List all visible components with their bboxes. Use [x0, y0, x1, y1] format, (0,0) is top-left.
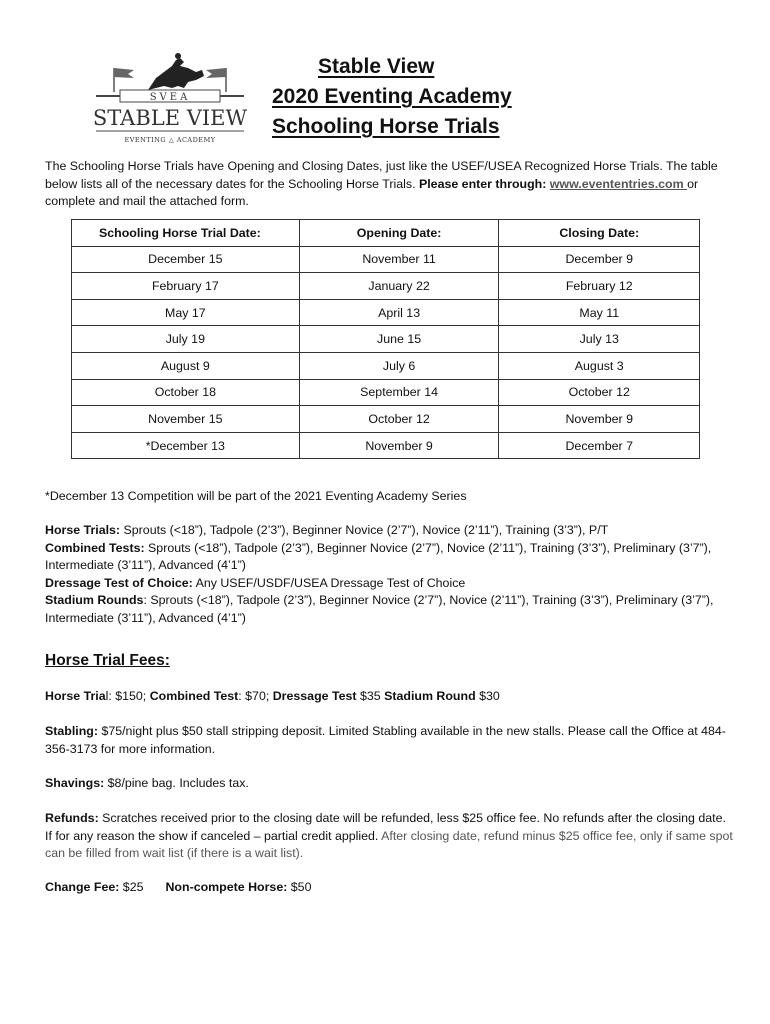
fee-dressage-test-label: Dressage Test: [272, 689, 357, 703]
series-note: *December 13 Competition will be part of the 2021 Eventing Academy Series: [45, 489, 467, 503]
intro-text: The Schooling Horse Trials have Opening and Closing Dates, just like the USEF/USEA Recognized Horse Trials. The table below lists all of the necessary dates for the Schooling Horse Trials.: [45, 159, 718, 191]
refunds-label: Refunds:: [45, 811, 99, 825]
col-header-closing-date: Closing Date:: [499, 220, 700, 247]
fees-line: [45, 688, 735, 706]
shavings-text: $8/pine bag. Includes tax.: [104, 776, 249, 790]
combined-tests-text: Sprouts (<18”), Tadpole (2’3”), Beginner Novice (2’7”), Novice (2’11”), Training (3’3”), Preliminary (3’7”), Intermediate (3’11”), Advanced (4’1”): [45, 540, 712, 572]
closing-date: August 3: [499, 352, 700, 379]
logo-sub: EVENTING △ ACADEMY: [124, 136, 216, 144]
dates-table: [71, 219, 700, 459]
trial-date: July 19: [72, 326, 300, 353]
table-row: [72, 299, 700, 326]
fee-dressage-test-text: $35: [356, 689, 385, 703]
fee-horse-trial-label: Horse Tria: [45, 689, 106, 703]
fee-stadium-round-label: Stadium Round: [384, 689, 476, 703]
opening-date: November 9: [299, 432, 499, 459]
logo-name: STABLE VIEW: [92, 106, 248, 130]
closing-date: December 7: [499, 432, 700, 459]
stabling-paragraph: [45, 723, 735, 758]
table-header-row: [72, 220, 700, 247]
logo-badge: SVEA: [149, 92, 191, 103]
closing-date: November 9: [499, 406, 700, 433]
combined-tests-levels: [45, 540, 735, 575]
combined-tests-label: Combined Tests:: [45, 540, 145, 555]
closing-date: December 9: [499, 246, 700, 273]
stadium-rounds-text: : Sprouts (<18”), Tadpole (2’3”), Beginner Novice (2’7”), Novice (2’11”), Training (3’3”), Preliminary (3’7”), Intermediate (3’11”), Advanced (4’1”): [45, 593, 714, 625]
opening-date: November 11: [299, 246, 499, 273]
opening-date: June 15: [299, 326, 499, 353]
opening-date: September 14: [299, 379, 499, 406]
change-fee-text: $25: [119, 880, 144, 894]
opening-date: April 13: [299, 299, 499, 326]
stabling-label: Stabling:: [45, 724, 98, 738]
opening-date: July 6: [299, 352, 499, 379]
opening-date: October 12: [299, 406, 499, 433]
table-row: [72, 406, 700, 433]
stabling-text: $75/night plus $50 stall stripping deposit. Limited Stabling available in the new stalls. Please call the Office at 484-356-3173 for more information.: [45, 724, 726, 756]
table-row: [72, 432, 700, 459]
stable-view-logo: [92, 50, 248, 146]
trial-date: December 15: [72, 246, 300, 273]
fees-heading: Horse Trial Fees:: [45, 652, 170, 669]
table-row: [72, 352, 700, 379]
evententries-link[interactable]: www.evententries.com: [549, 176, 688, 191]
trial-date: November 15: [72, 406, 300, 433]
closing-date: May 11: [499, 299, 700, 326]
dressage-test-levels: [45, 575, 735, 593]
shavings-paragraph: [45, 775, 735, 793]
fee-combined-test-text: : $70;: [238, 689, 273, 703]
title-line-1: Stable View: [318, 55, 435, 78]
levels-section: [45, 522, 735, 627]
closing-date: July 13: [499, 326, 700, 353]
title-line-3: Schooling Horse Trials: [272, 115, 500, 138]
fee-combined-test-label: Combined Test: [149, 689, 239, 703]
table-row: [72, 246, 700, 273]
col-header-opening-date: Opening Date:: [299, 220, 499, 247]
document-title: [272, 52, 512, 142]
trial-date: *December 13: [72, 432, 300, 459]
refunds-paragraph: [45, 810, 735, 863]
stadium-rounds-label: Stadium Rounds: [45, 593, 144, 607]
col-header-trial-date: Schooling Horse Trial Date:: [72, 220, 300, 247]
fee-stadium-round-text: $30: [475, 689, 500, 703]
non-compete-label: Non-compete Horse:: [165, 880, 288, 894]
opening-date: January 22: [299, 273, 499, 300]
shavings-label: Shavings:: [45, 776, 105, 790]
fee-horse-trial-text: l: $150;: [105, 689, 150, 703]
dressage-test-text: Any USEF/USDF/USEA Dressage Test of Choice: [192, 575, 466, 590]
trial-date: February 17: [72, 273, 300, 300]
change-fee-line: [45, 879, 735, 897]
intro-bold: Please enter through:: [418, 176, 550, 191]
closing-date: October 12: [499, 379, 700, 406]
dressage-test-label: Dressage Test of Choice:: [45, 575, 193, 590]
refunds-wait-list-text: After closing date, refund minus $25 office fee, only if same spot can be filled from wait list (if there is a wait list).: [45, 828, 733, 860]
closing-date: February 12: [499, 273, 700, 300]
trial-date: May 17: [72, 299, 300, 326]
title-line-2: 2020 Eventing Academy: [272, 85, 512, 108]
intro-paragraph: [45, 158, 735, 211]
horse-trials-label: Horse Trials:: [45, 523, 121, 537]
non-compete-text: $50: [287, 880, 312, 894]
intro-after: or complete and mail the attached form.: [45, 176, 699, 208]
change-fee-label: Change Fee:: [45, 880, 120, 894]
table-row: [72, 379, 700, 406]
horse-trials-text: Sprouts (<18”), Tadpole (2’3”), Beginner Novice (2’7”), Novice (2’11”), Training (3’3”), P/T: [120, 523, 609, 537]
stadium-rounds-levels: [45, 592, 735, 627]
table-row: [72, 273, 700, 300]
trial-date: October 18: [72, 379, 300, 406]
table-row: [72, 326, 700, 353]
refunds-text: Scratches received prior to the closing date will be refunded, less $25 office fee. No refunds after the closing date. If for any reason the show if canceled – partial credit applied.: [45, 811, 726, 843]
horse-trials-levels: [45, 522, 735, 540]
trial-date: August 9: [72, 352, 300, 379]
